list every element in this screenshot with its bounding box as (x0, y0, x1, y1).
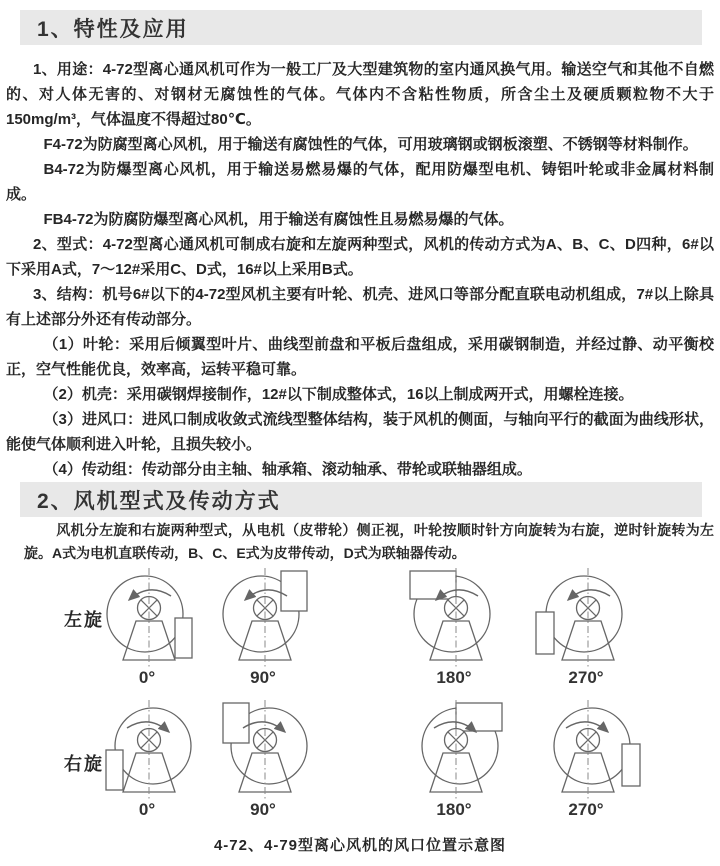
paragraph: F4-72为防腐型离心风机，用于输送有腐蚀性的气体，可用玻璃钢或钢板滚塑、不锈钢等材料制作。 (43, 136, 698, 153)
fan-volute-drawing (534, 700, 638, 800)
fan-cw-180deg (402, 700, 506, 820)
fan-volute-drawing (95, 700, 199, 800)
fan-volute-drawing (402, 700, 506, 800)
outlet-duct (175, 618, 192, 658)
paragraph: 3、结构：机号6#以下的4-72型风机主要有叶轮、机壳、进风口等部分配直联电动机组成，7#以上除具有上述部分外还有传动部分。 (6, 286, 714, 328)
paragraph: 2、型式：4-72型离心通风机可制成右旋和左旋两种型式，风机的传动方式为A、B、C、D四种，6#以下采用A式，7～12#采用C、D式，16#以上采用B式。 (6, 236, 714, 278)
fan-angle-label: 180° (436, 800, 472, 819)
fan-cw-0deg (95, 700, 199, 820)
fan-angle-label: 180° (436, 668, 472, 687)
fan-angle-label: 90° (250, 800, 276, 819)
section2-intro: 风机分左旋和右旋两种型式，从电机（皮带轮）侧正视，叶轮按顺时针方向旋转为右旋，逆时针旋转为左旋。A式为电机直联传动，B、C、E式为皮带传动，D式为联轴器传动。 (24, 522, 714, 561)
right-rotation-label: 右旋 (64, 754, 104, 774)
section2-header (20, 482, 702, 517)
fan-volute-drawing (95, 568, 199, 668)
outlet-duct (223, 703, 249, 743)
fan-angle-label: 0° (138, 800, 156, 819)
fan-angle-label: 270° (568, 800, 604, 819)
outlet-duct (410, 571, 456, 599)
fan-ccw-90deg (211, 568, 315, 688)
fan-angle-label: 270° (568, 668, 604, 687)
paragraph: FB4-72为防腐防爆型离心风机，用于输送有腐蚀性且易燃易爆的气体。 (43, 211, 514, 228)
fan-angle-label: 90° (250, 668, 276, 687)
fan-ccw-270deg (534, 568, 638, 688)
paragraph: 1、用途：4-72型离心通风机可作为一般工厂及大型建筑物的室内通风换气用。输送空气和其他不自燃的、对人体无害的、对钢材无腐蚀性的气体。气体内不含粘性物质，所含尘土及硬质颗粒物不大于150mg/m³，气体温度不得超过80℃。 (6, 61, 714, 128)
outlet-duct (536, 612, 554, 654)
left-rotation-label: 左旋 (64, 610, 104, 630)
section1-title: 1、特性及应用 (37, 17, 189, 41)
fan-angle-label: 0° (138, 668, 156, 687)
fan-volute-drawing (402, 568, 506, 668)
section1-body (6, 57, 714, 481)
outlet-duct (622, 744, 640, 786)
fan-volute-drawing (534, 568, 638, 668)
outlet-duct (456, 703, 502, 731)
paragraph: （4）传动组：传动部分由主轴、轴承箱、滚动轴承、带轮或联轴器组成。 (43, 461, 532, 478)
paragraph: B4-72为防爆型离心风机，用于输送易燃易爆的气体，配用防爆型电机、铸铝叶轮或非金属材料制成。 (6, 161, 714, 203)
paragraph: （2）机壳：采用碳钢焊接制作，12#以下制成整体式，16以上制成两开式，用螺栓连接。 (43, 386, 634, 403)
fan-ccw-180deg (402, 568, 506, 688)
diagram-caption: 4-72、4-79型离心风机的风口位置示意图 (213, 837, 507, 854)
fan-cw-270deg (534, 700, 638, 820)
fan-orientation-diagram (0, 566, 720, 834)
outlet-duct (281, 571, 307, 611)
fan-cw-90deg (211, 700, 315, 820)
paragraph: （1）叶轮：采用后倾翼型叶片、曲线型前盘和平板后盘组成，采用碳钢制造，并经过静、动平衡校正，空气性能优良，效率高，运转平稳可靠。 (6, 336, 714, 378)
fan-volute-drawing (211, 700, 315, 800)
fan-ccw-0deg (95, 568, 199, 688)
fan-volute-drawing (211, 568, 315, 668)
section2-title: 2、风机型式及传动方式 (37, 489, 281, 513)
outlet-duct (106, 750, 123, 790)
paragraph: （3）进风口：进风口制成收敛式流线型整体结构，装于风机的侧面，与轴向平行的截面为曲线形状，能使气体顺利进入叶轮，且损失较小。 (6, 411, 714, 453)
section1-header (20, 10, 702, 45)
